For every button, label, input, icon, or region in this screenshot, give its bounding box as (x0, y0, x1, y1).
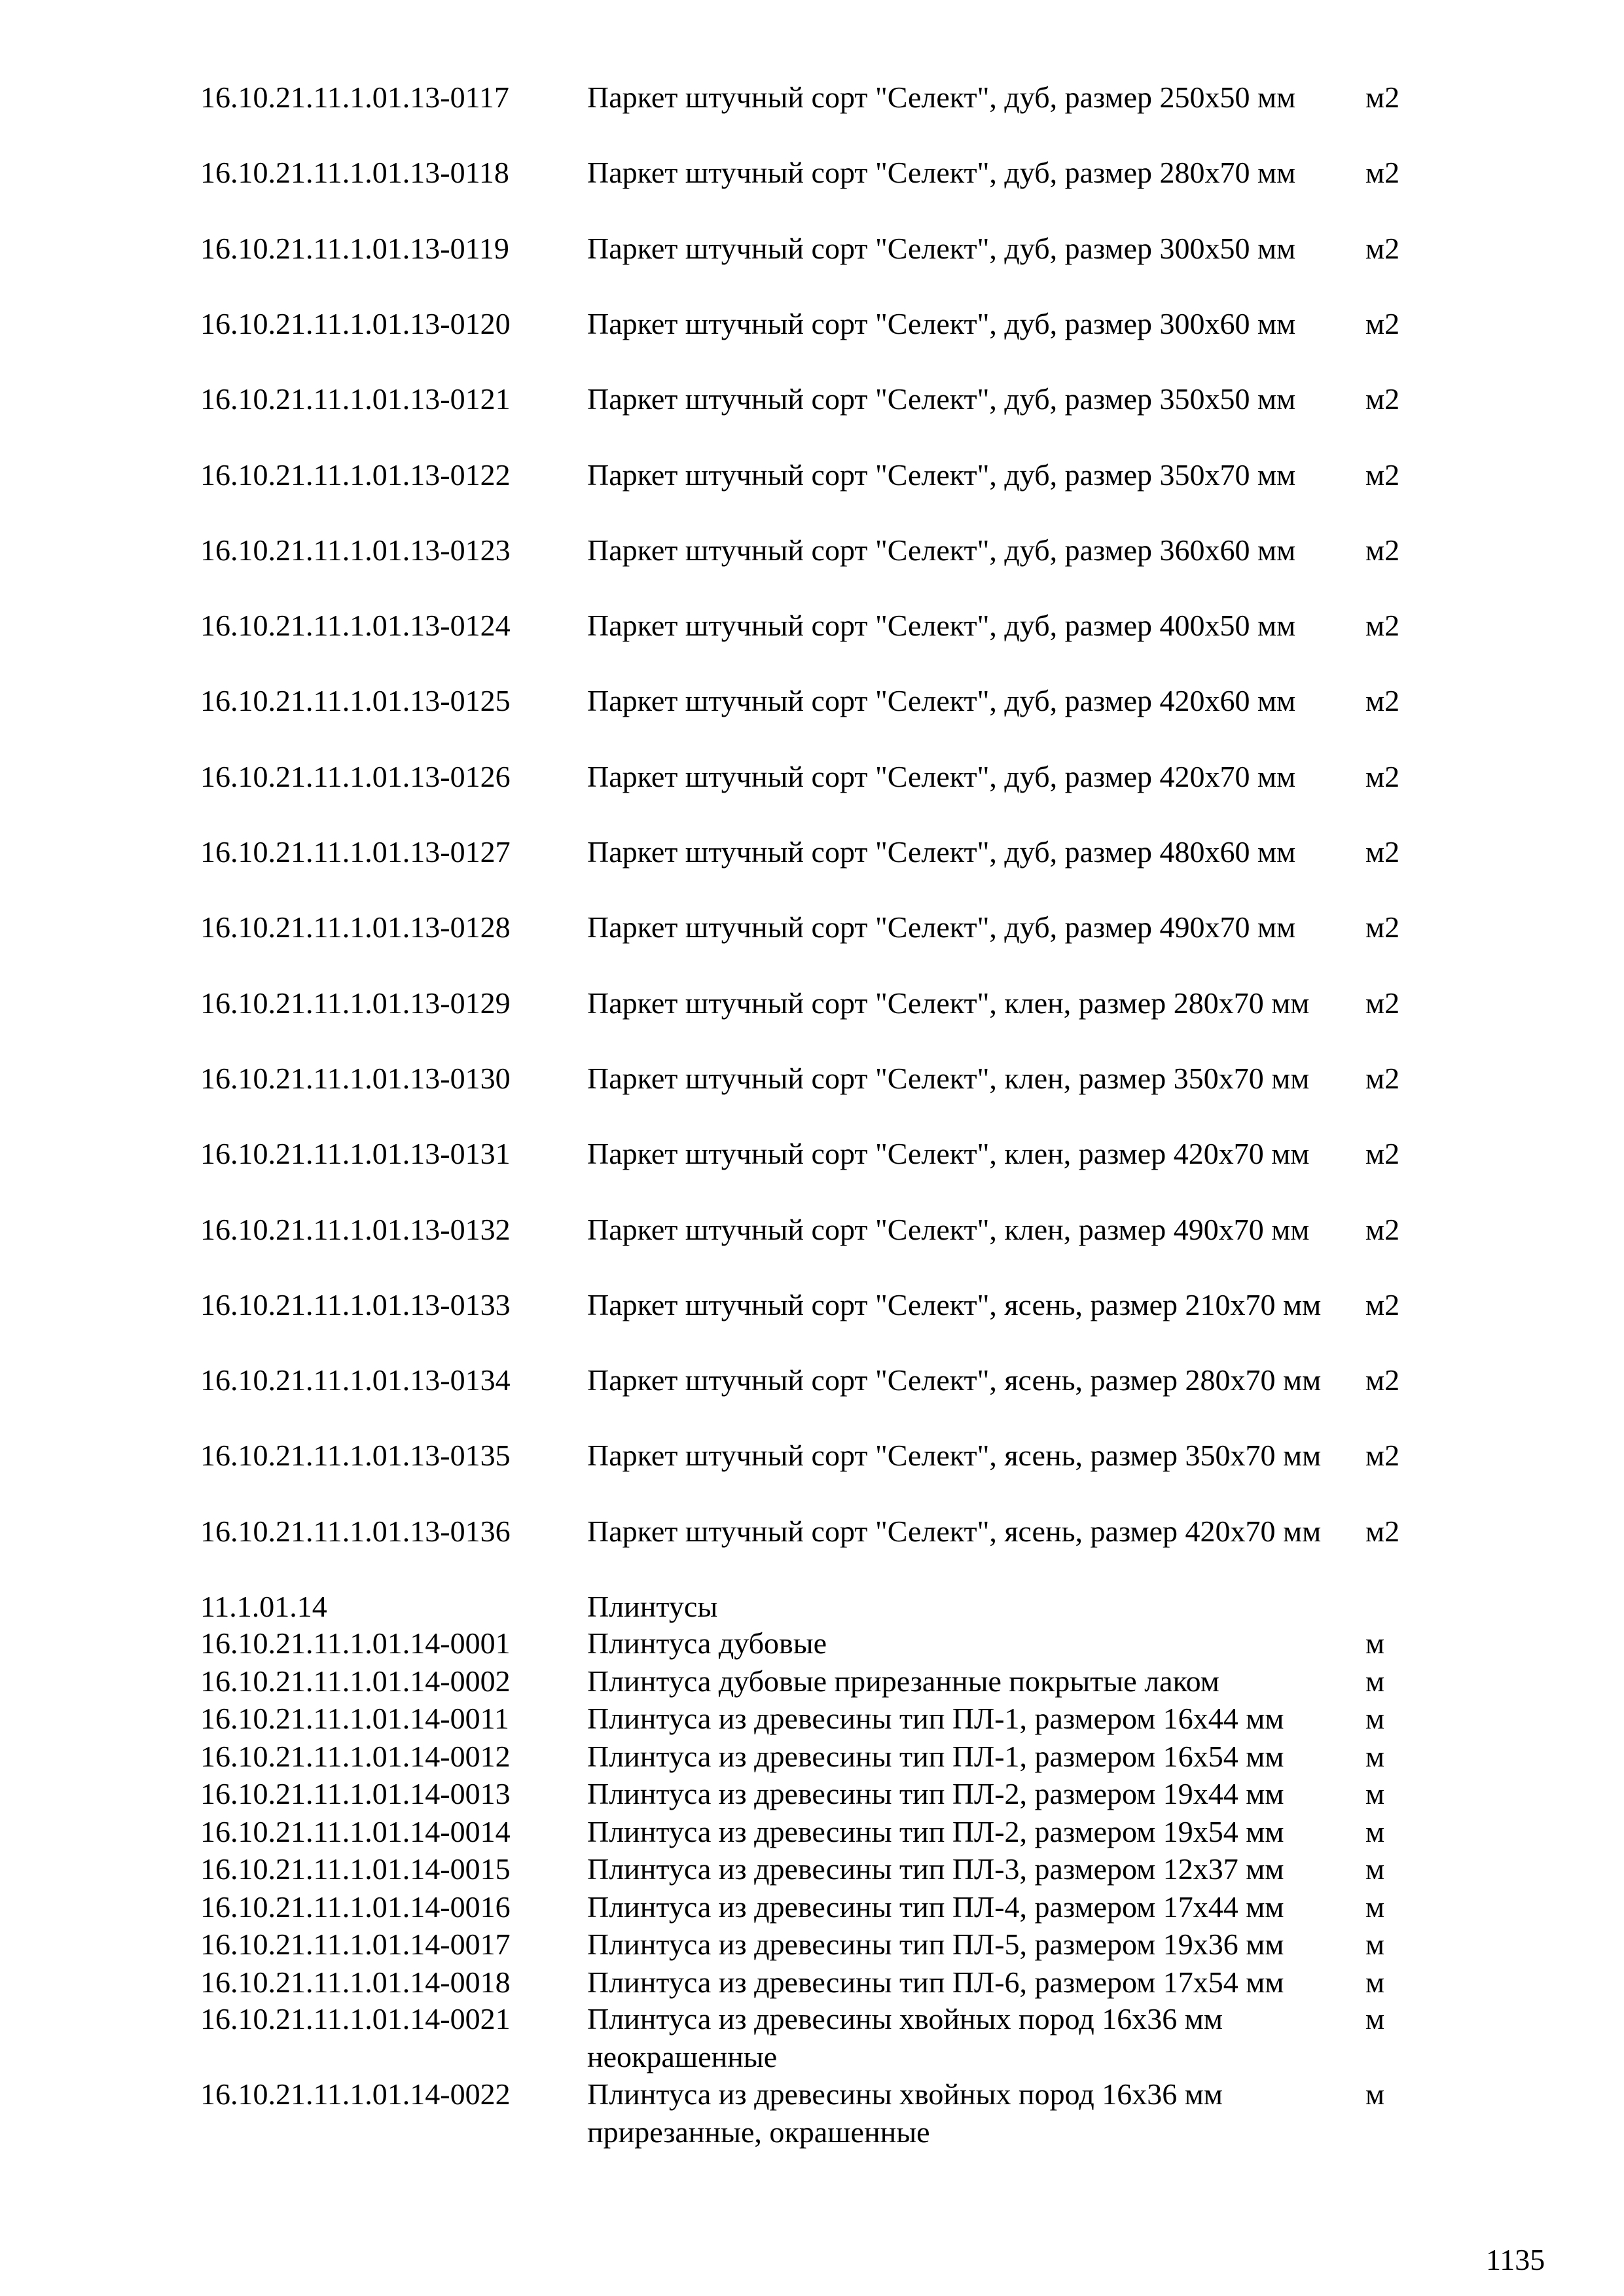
item-name: Паркет штучный сорт "Селект", дуб, размер 300x60 мм (587, 307, 1296, 340)
item-name: Паркет штучный сорт "Селект", дуб, размер 420x60 мм (587, 684, 1296, 717)
item-name: Паркет штучный сорт "Селект", клен, размер 280x70 мм (587, 986, 1310, 1020)
item-name: Паркет штучный сорт "Селект", дуб, размер 480x60 мм (587, 835, 1296, 869)
item-name: Плинтуса из древесины тип ПЛ-1, размером 16x44 мм (587, 1702, 1284, 1735)
item-code: 16.10.21.11.1.01.14-0014 (200, 1815, 511, 1848)
item-code: 16.10.21.11.1.01.13-0135 (200, 1439, 511, 1472)
item-unit: м2 (1365, 382, 1400, 416)
item-unit: м2 (1365, 910, 1400, 944)
item-name: Плинтуса из древесины тип ПЛ-6, размером 17x54 мм (587, 1965, 1284, 1999)
item-code: 16.10.21.11.1.01.14-0012 (200, 1740, 511, 1773)
item-code: 16.10.21.11.1.01.13-0124 (200, 609, 511, 642)
item-code: 11.1.01.14 (200, 1590, 327, 1623)
item-unit: м2 (1365, 835, 1400, 869)
item-unit: м (1365, 1702, 1385, 1735)
item-unit: м2 (1365, 1363, 1400, 1397)
item-name: Паркет штучный сорт "Селект", ясень, размер 280x70 мм (587, 1363, 1322, 1397)
item-unit: м (1365, 1965, 1385, 1999)
page-number: 1135 (1486, 2243, 1545, 2276)
item-unit: м2 (1365, 232, 1400, 265)
item-code: 16.10.21.11.1.01.14-0018 (200, 1965, 511, 1999)
item-unit: м2 (1365, 81, 1400, 114)
item-unit: м (1365, 1664, 1385, 1698)
item-unit: м2 (1365, 1439, 1400, 1472)
item-code: 16.10.21.11.1.01.13-0136 (200, 1515, 511, 1548)
item-code: 16.10.21.11.1.01.13-0131 (200, 1137, 511, 1170)
item-unit: м (1365, 1852, 1385, 1886)
item-code: 16.10.21.11.1.01.14-0016 (200, 1890, 511, 1924)
item-name: Паркет штучный сорт "Селект", дуб, размер 420x70 мм (587, 760, 1296, 793)
item-name: Плинтуса из древесины тип ПЛ-4, размером 17x44 мм (587, 1890, 1284, 1924)
item-unit: м2 (1365, 986, 1400, 1020)
item-code: 16.10.21.11.1.01.13-0129 (200, 986, 511, 1020)
item-unit: м2 (1365, 533, 1400, 567)
item-name: Плинтусы (587, 1590, 718, 1623)
item-code: 16.10.21.11.1.01.14-0015 (200, 1852, 511, 1886)
item-unit: м (1365, 1626, 1385, 1660)
item-name: Плинтуса из древесины тип ПЛ-2, размером 19x54 мм (587, 1815, 1284, 1848)
item-unit: м (1365, 1740, 1385, 1773)
item-name: Паркет штучный сорт "Селект", ясень, размер 210x70 мм (587, 1288, 1322, 1321)
item-unit: м2 (1365, 1062, 1400, 1095)
item-code: 16.10.21.11.1.01.13-0128 (200, 910, 511, 944)
item-name: Паркет штучный сорт "Селект", клен, размер 350x70 мм (587, 1062, 1310, 1095)
item-code: 16.10.21.11.1.01.14-0021 (200, 2002, 511, 2036)
item-unit: м2 (1365, 609, 1400, 642)
item-unit: м2 (1365, 684, 1400, 717)
item-name: Плинтуса из древесины тип ПЛ-1, размером 16x54 мм (587, 1740, 1284, 1773)
item-name: Паркет штучный сорт "Селект", дуб, размер 280x70 мм (587, 156, 1296, 189)
item-name: Паркет штучный сорт "Селект", дуб, размер 350x70 мм (587, 458, 1296, 492)
item-unit: м (1365, 1777, 1385, 1810)
item-unit: м2 (1365, 1137, 1400, 1170)
item-name: Паркет штучный сорт "Селект", дуб, размер 300x50 мм (587, 232, 1296, 265)
item-name: Паркет штучный сорт "Селект", дуб, размер 350x50 мм (587, 382, 1296, 416)
item-code: 16.10.21.11.1.01.13-0117 (200, 81, 509, 114)
item-name: Плинтуса из древесины хвойных пород 16x36 мм прирезанные, окрашенные (587, 2077, 1223, 2149)
item-name: Плинтуса дубовые (587, 1626, 827, 1660)
item-code: 16.10.21.11.1.01.14-0011 (200, 1702, 509, 1735)
item-unit: м2 (1365, 1515, 1400, 1548)
item-name: Паркет штучный сорт "Селект", дуб, размер 360x60 мм (587, 533, 1296, 567)
item-unit: м (1365, 1815, 1385, 1848)
item-code: 16.10.21.11.1.01.13-0126 (200, 760, 511, 793)
item-code: 16.10.21.11.1.01.14-0013 (200, 1777, 511, 1810)
item-code: 16.10.21.11.1.01.14-0002 (200, 1664, 511, 1698)
item-code: 16.10.21.11.1.01.13-0120 (200, 307, 511, 340)
item-unit: м (1365, 2002, 1385, 2036)
item-unit: м (1365, 1890, 1385, 1924)
item-unit: м2 (1365, 1213, 1400, 1246)
item-code: 16.10.21.11.1.01.13-0123 (200, 533, 511, 567)
item-code: 16.10.21.11.1.01.14-0017 (200, 1928, 511, 1961)
item-code: 16.10.21.11.1.01.13-0130 (200, 1062, 511, 1095)
item-name: Плинтуса из древесины тип ПЛ-5, размером 19x36 мм (587, 1928, 1284, 1961)
item-code: 16.10.21.11.1.01.13-0121 (200, 382, 511, 416)
item-code: 16.10.21.11.1.01.13-0122 (200, 458, 511, 492)
item-unit: м (1365, 2077, 1385, 2111)
item-name: Паркет штучный сорт "Селект", клен, размер 420x70 мм (587, 1137, 1310, 1170)
item-name: Плинтуса из древесины хвойных пород 16x36 мм неокрашенные (587, 2002, 1223, 2073)
item-unit: м2 (1365, 760, 1400, 793)
item-name: Паркет штучный сорт "Селект", ясень, размер 350x70 мм (587, 1439, 1322, 1472)
item-code: 16.10.21.11.1.01.13-0125 (200, 684, 511, 717)
item-name: Паркет штучный сорт "Селект", ясень, размер 420x70 мм (587, 1515, 1322, 1548)
item-code: 16.10.21.11.1.01.13-0127 (200, 835, 511, 869)
item-unit: м (1365, 1928, 1385, 1961)
item-unit: м2 (1365, 307, 1400, 340)
item-code: 16.10.21.11.1.01.14-0001 (200, 1626, 511, 1660)
item-name: Паркет штучный сорт "Селект", дуб, размер 400x50 мм (587, 609, 1296, 642)
item-code: 16.10.21.11.1.01.13-0132 (200, 1213, 511, 1246)
item-unit: м2 (1365, 156, 1400, 189)
item-code: 16.10.21.11.1.01.13-0133 (200, 1288, 511, 1321)
item-name: Паркет штучный сорт "Селект", клен, размер 490x70 мм (587, 1213, 1310, 1246)
item-unit: м2 (1365, 1288, 1400, 1321)
item-code: 16.10.21.11.1.01.13-0134 (200, 1363, 511, 1397)
item-code: 16.10.21.11.1.01.13-0119 (200, 232, 509, 265)
item-code: 16.10.21.11.1.01.13-0118 (200, 156, 509, 189)
item-name: Плинтуса из древесины тип ПЛ-2, размером 19x44 мм (587, 1777, 1284, 1810)
item-name: Паркет штучный сорт "Селект", дуб, размер 250x50 мм (587, 81, 1296, 114)
item-unit: м2 (1365, 458, 1400, 492)
item-code: 16.10.21.11.1.01.14-0022 (200, 2077, 511, 2111)
item-name: Плинтуса из древесины тип ПЛ-3, размером 12x37 мм (587, 1852, 1284, 1886)
item-name: Плинтуса дубовые прирезанные покрытые лаком (587, 1664, 1219, 1698)
item-name: Паркет штучный сорт "Селект", дуб, размер 490x70 мм (587, 910, 1296, 944)
